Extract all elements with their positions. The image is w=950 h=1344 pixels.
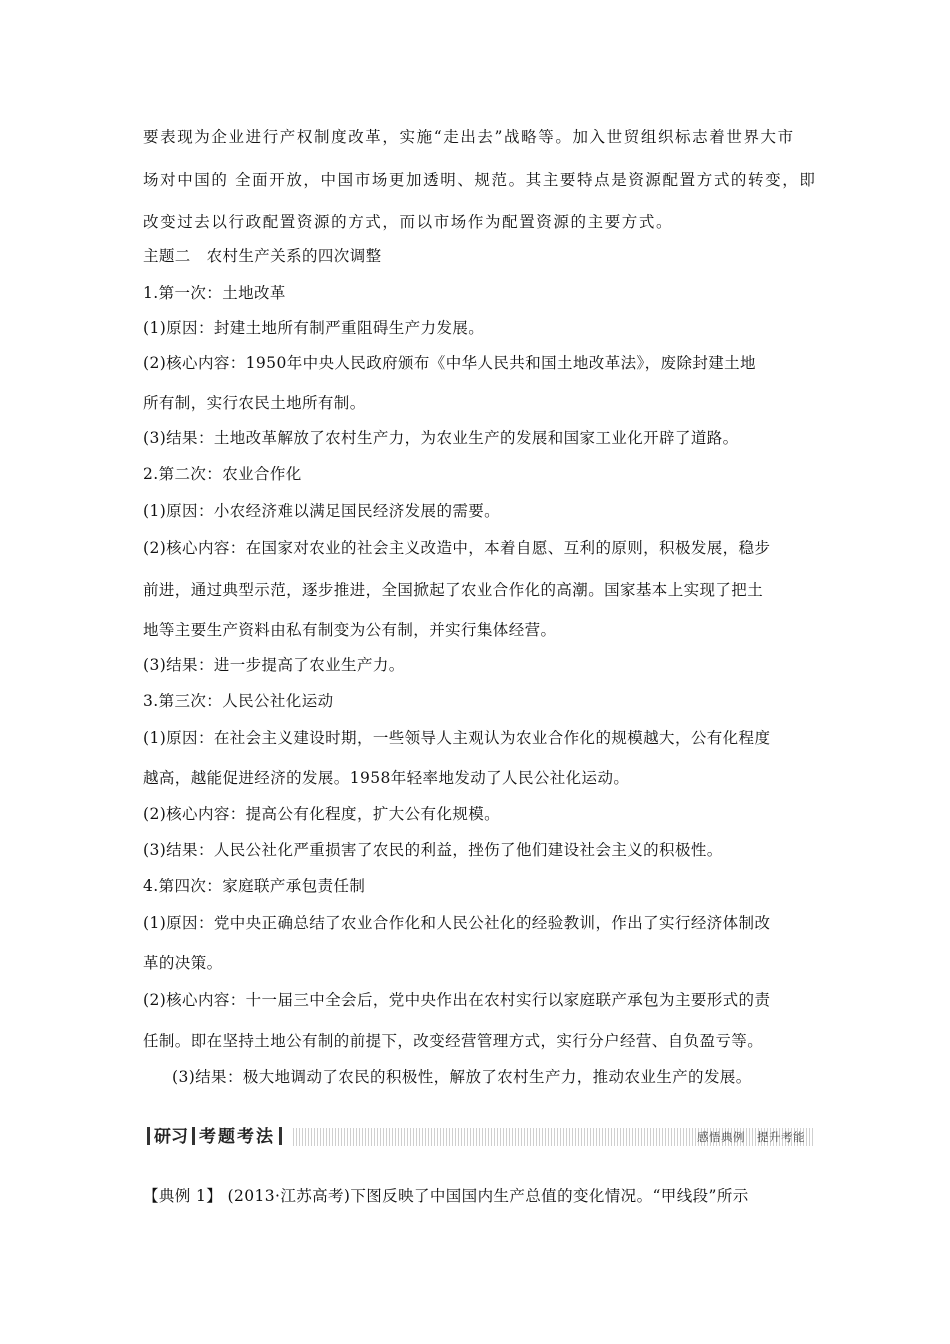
paragraph-line: (3)结果：人民公社化严重损害了农民的利益，挫伤了他们建设社会主义的积极性。: [143, 841, 723, 859]
paragraph-line: 革的决策。: [143, 954, 223, 972]
paragraph-line: (2)核心内容：提高公有化程度，扩大公有化规模。: [143, 805, 501, 823]
paragraph-line: 要表现为企业进行产权制度改革，实施“走出去”战略等。加入世贸组织标志着世界大市: [143, 128, 795, 146]
divider-bar: [147, 1127, 150, 1145]
paragraph-line: (3)结果：进一步提高了农业生产力。: [143, 656, 405, 674]
paragraph-line: 场对中国的 全面开放，中国市场更加透明、规范。其主要特点是资源配置方式的转变，即: [143, 171, 817, 189]
section-banner: [143, 1125, 815, 1149]
paragraph-line: (1)原因：党中央正确总结了农业合作化和人民公社化的经验教训，作出了实行经济体制改: [143, 914, 771, 932]
banner-tagline-text: 感悟典例 提升考能: [697, 1130, 805, 1144]
divider-bar: [192, 1127, 195, 1145]
paragraph-line: (2)核心内容：在国家对农业的社会主义改造中，本着自愿、互利的原则，积极发展，稳步: [143, 539, 771, 557]
banner-title: [143, 1125, 286, 1149]
paragraph-line: (1)原因：小农经济难以满足国民经济发展的需要。: [143, 502, 501, 520]
example-question: 【典例 1】 (2013·江苏高考)下图反映了中国国内生产总值的变化情况。“甲线段”所示: [143, 1187, 749, 1205]
subsection-heading: 3.第三次：人民公社化运动: [143, 692, 334, 710]
paragraph-line: 改变过去以行政配置资源的方式，而以市场作为配置资源的主要方式。: [143, 213, 674, 231]
divider-bar: [279, 1127, 282, 1145]
paragraph-line: (1)原因：封建土地所有制严重阻碍生产力发展。: [143, 319, 485, 337]
paragraph-line: 任制。即在坚持土地公有制的前提下，改变经营管理方式，实行分户经营、自负盈亏等。: [143, 1032, 764, 1050]
subsection-heading: 4.第四次：家庭联产承包责任制: [143, 877, 366, 895]
banner-title-part2: 考题考法: [199, 1127, 275, 1147]
subsection-heading: 1.第一次：土地改革: [143, 284, 286, 302]
paragraph-line: (1)原因：在社会主义建设时期，一些领导人主观认为农业合作化的规模越大，公有化程度: [143, 729, 771, 747]
paragraph-line: (3)结果：极大地调动了农民的积极性，解放了农村生产力，推动农业生产的发展。: [172, 1068, 752, 1086]
section-heading: 主题二 农村生产关系的四次调整: [143, 247, 382, 265]
paragraph-line: 地等主要生产资料由私有制变为公有制，并实行集体经营。: [143, 621, 557, 639]
paragraph-line: 越高，越能促进经济的发展。1958年轻率地发动了人民公社化运动。: [143, 769, 630, 787]
subsection-heading: 2.第二次：农业合作化: [143, 465, 302, 483]
paragraph-line: (3)结果：土地改革解放了农村生产力，为农业生产的发展和国家工业化开辟了道路。: [143, 429, 739, 447]
paragraph-line: 所有制，实行农民土地所有制。: [143, 394, 366, 412]
paragraph-line: (2)核心内容：1950年中央人民政府颁布《中华人民共和国土地改革法》，废除封建土地: [143, 354, 756, 372]
paragraph-line: 前进，通过典型示范，逐步推进，全国掀起了农业合作化的高潮。国家基本上实现了把土: [143, 581, 764, 599]
paragraph-line: (2)核心内容：十一届三中全会后，党中央作出在农村实行以家庭联产承包为主要形式的责: [143, 991, 771, 1009]
banner-tagline: [689, 1128, 805, 1146]
banner-title-part1: 研习: [154, 1127, 188, 1147]
